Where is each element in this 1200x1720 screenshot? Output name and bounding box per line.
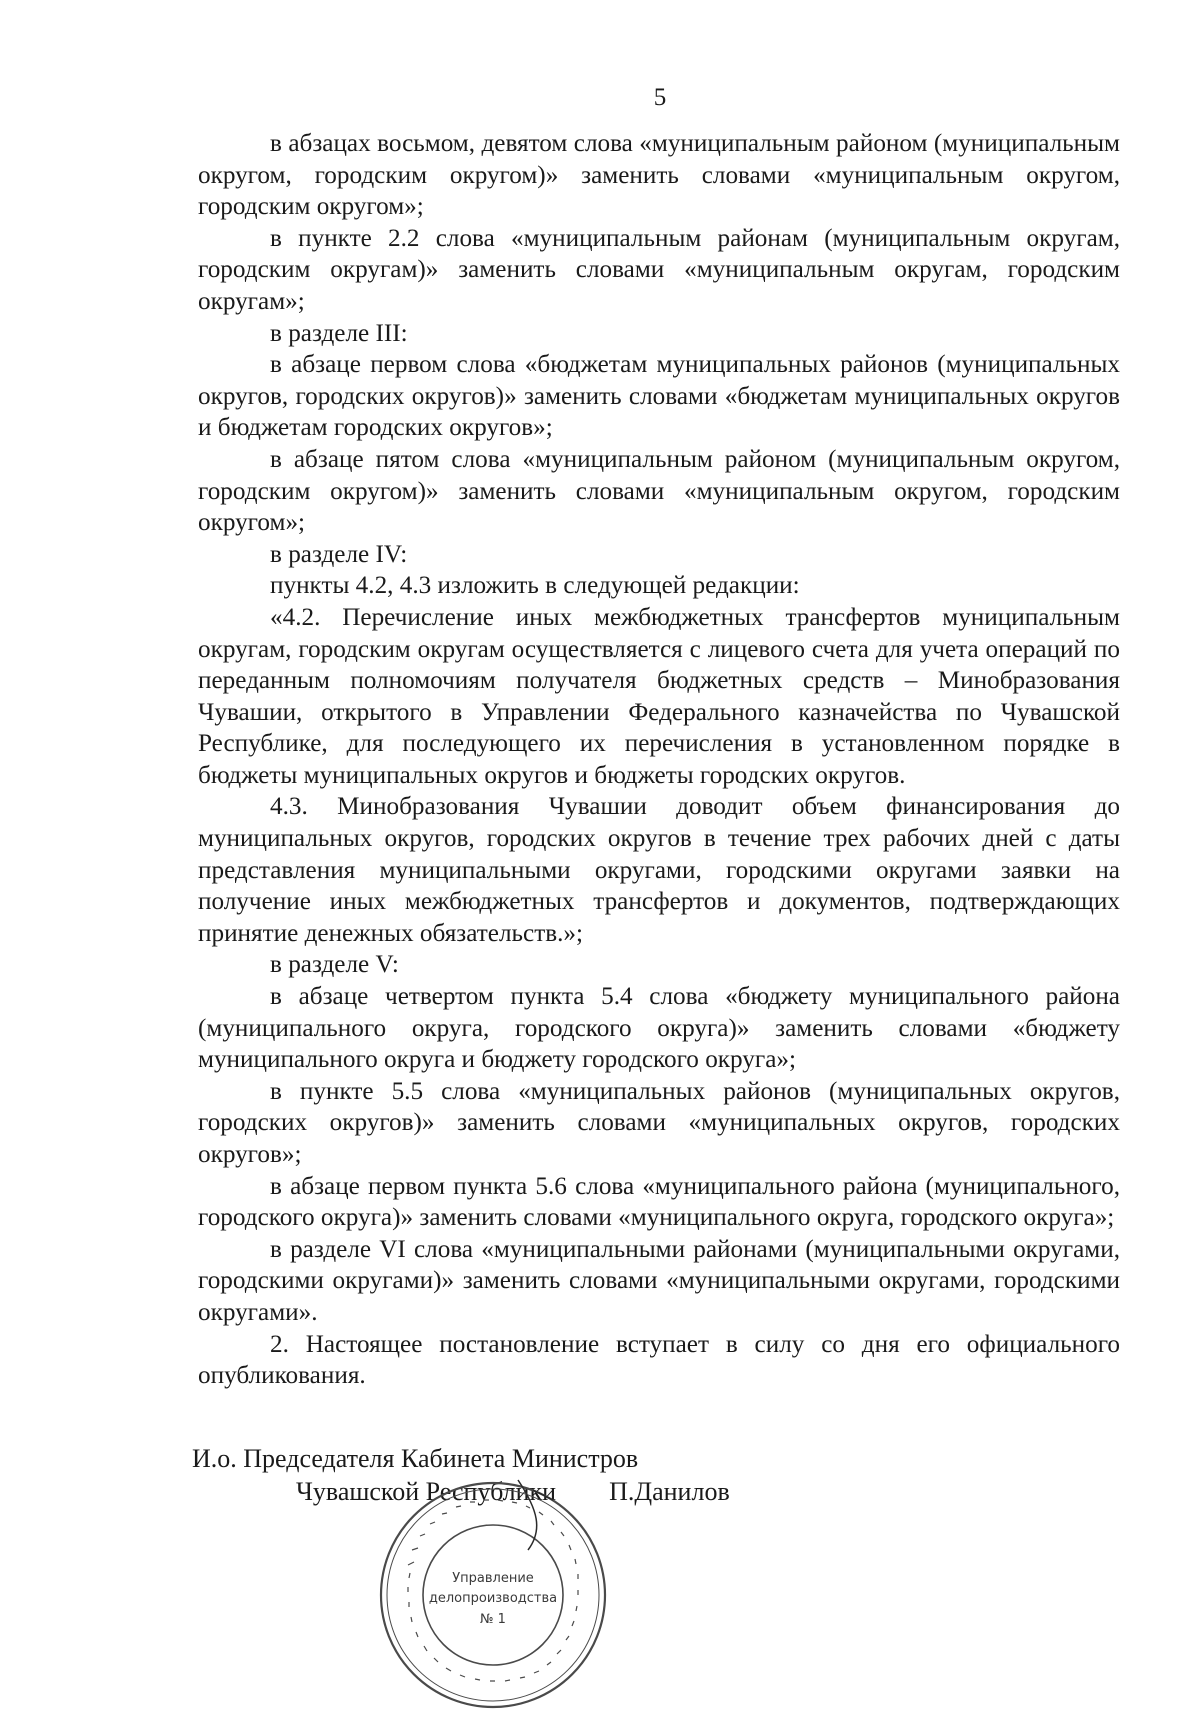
paragraph: в абзаце четвертом пункта 5.4 слова «бюджету муниципального района (муниципального округа, городского округа)» заменить словами «бюджету муниципального округа и бюджету городского округа»;: [198, 983, 1120, 1074]
stamp-line-3: № 1: [480, 1612, 506, 1627]
paragraph: в абзаце первом слова «бюджетам муниципальных районов (муниципальных округов, городских округов)» заменить словами «бюджетам муниципальных округов и бюджетам городских округов»;: [198, 351, 1120, 442]
paragraph: в абзацах восьмом, девятом слова «муниципальным районом (муниципальным округом, городским округом)» заменить словами «муниципальным округом, городским округом»;: [198, 130, 1120, 221]
stamp-line-2: делопроизводства: [428, 1591, 558, 1606]
paragraph: пункты 4.2, 4.3 изложить в следующей редакции:: [270, 572, 800, 600]
paragraph: 4.3. Минобразования Чувашии доводит объем финансирования до муниципальных округов, городских округов в течение трех рабочих дней с даты представления муниципальными округами, городскими округами заявки на получение иных межбюджетных трансфертов и документов, подтверждающих принятие денежных обязательств.»;: [198, 793, 1120, 947]
paragraph: в пункте 5.5 слова «муниципальных районов (муниципальных округов, городских округов)» заменить словами «муниципальных округов, городских округов»;: [198, 1077, 1120, 1168]
official-stamp: [368, 1470, 618, 1720]
signature-region: Чувашской Республики: [296, 1477, 557, 1506]
section-heading: в разделе V:: [270, 951, 399, 979]
signature-name: П.Данилов: [609, 1477, 730, 1506]
paragraph: «4.2. Перечисление иных межбюджетных трансфертов муниципальным округам, городским округам осуществляется с лицевого счета для учета операций по переданным полномочиям получателя бюджетных средств – Минобразования Чувашии, открытого в Управлении Федерального казначейства по Чувашской Республике, для последующего их перечисления в установленном порядке в бюджеты муниципальных округов и бюджеты городских округов.: [198, 603, 1120, 789]
paragraph: 2. Настоящее постановление вступает в силу со дня его официального опубликования.: [198, 1330, 1120, 1390]
section-heading: в разделе IV:: [270, 540, 408, 568]
paragraph: в абзаце первом пункта 5.6 слова «муниципального района (муниципального, городского округа)» заменить словами «муниципального округа, городского округа»;: [198, 1172, 1120, 1232]
document-body: [198, 128, 1120, 1392]
paragraph: в разделе VI слова «муниципальными районами (муниципальными округами, городскими округами)» заменить словами «муниципальными округами, городскими округами».: [198, 1235, 1120, 1326]
paragraph: в пункте 2.2 слова «муниципальным районам (муниципальным округам, городским округам)» заменить словами «муниципальным округам, городским округам»;: [198, 224, 1120, 315]
signature-position: И.о. Председателя Кабинета Министров: [192, 1444, 639, 1473]
section-heading: в разделе III:: [270, 319, 408, 347]
page-number: 5: [653, 84, 667, 111]
stamp-line-1: Управление: [452, 1571, 534, 1586]
paragraph: в абзаце пятом слова «муниципальным районом (муниципальным округом, городским округом)» заменить словами «муниципальным округом, городским округом»;: [198, 445, 1120, 537]
